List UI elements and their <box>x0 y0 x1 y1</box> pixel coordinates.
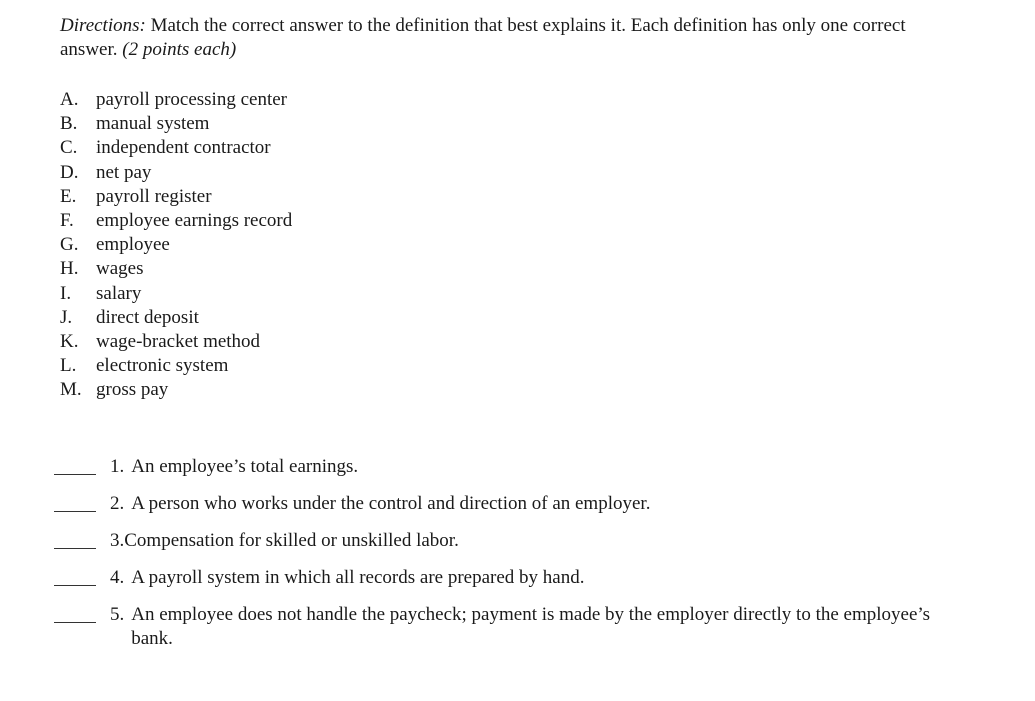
choice-letter: B. <box>60 113 78 135</box>
answer-blank-3[interactable] <box>54 548 96 549</box>
choice-letter: A. <box>60 89 79 110</box>
choice-l <box>60 354 292 378</box>
choice-b <box>60 112 292 136</box>
answer-choices-list <box>60 88 292 402</box>
choice-h <box>60 257 292 281</box>
choice-text: net pay <box>96 161 152 183</box>
definition-text: An employee does not handle the paycheck; payment is made by the employer directly to the employee’s bank. <box>131 604 931 649</box>
definition-number: 5. <box>110 604 125 625</box>
definition-5 <box>50 603 950 651</box>
choice-letter: L. <box>60 355 77 377</box>
choice-letter: H. <box>60 258 79 280</box>
choice-text: wages <box>96 258 144 280</box>
choice-text: gross pay <box>96 379 169 401</box>
choice-text: direct deposit <box>96 306 199 328</box>
answer-blank-5[interactable] <box>54 622 96 623</box>
directions-text: Match the correct answer to the definition that best explains it. Each definition has only one correct answer. <box>60 15 906 60</box>
definition-text: A payroll system in which all records are prepared by hand. <box>131 567 585 588</box>
choice-text: employee earnings record <box>96 209 293 231</box>
definition-number: 4. <box>110 567 125 588</box>
choice-letter: M. <box>60 379 82 401</box>
definition-2 <box>50 492 950 516</box>
definition-number: 3. <box>110 530 125 551</box>
choice-letter: I. <box>60 282 72 304</box>
directions <box>60 14 960 62</box>
choice-m <box>60 378 292 402</box>
directions-lead: Directions: <box>60 15 146 36</box>
choice-f <box>60 209 292 233</box>
choice-text: payroll register <box>96 185 212 207</box>
choice-letter: J. <box>60 306 73 328</box>
definition-text: Compensation for skilled or unskilled labor. <box>124 530 459 551</box>
choice-text: independent contractor <box>96 137 271 159</box>
choice-text: payroll processing center <box>96 89 287 110</box>
choice-text: manual system <box>96 113 210 135</box>
answer-blank-1[interactable] <box>54 474 96 475</box>
directions-points: (2 points each) <box>122 39 237 60</box>
definitions-list <box>50 455 950 651</box>
choice-d <box>60 161 292 185</box>
definition-number: 2. <box>110 493 125 514</box>
answer-blank-2[interactable] <box>54 511 96 512</box>
choice-text: electronic system <box>96 355 229 377</box>
choice-text: employee <box>96 234 170 256</box>
choice-letter: K. <box>60 330 79 352</box>
choice-e <box>60 185 292 209</box>
choice-k <box>60 330 292 354</box>
choice-a <box>60 88 292 112</box>
choice-letter: E. <box>60 185 77 207</box>
answer-blank-4[interactable] <box>54 585 96 586</box>
definition-text: An employee’s total earnings. <box>131 456 359 477</box>
definition-text: A person who works under the control and direction of an employer. <box>131 493 651 514</box>
choice-letter: F. <box>60 209 74 231</box>
choice-letter: C. <box>60 137 78 159</box>
definition-number: 1. <box>110 456 125 477</box>
choice-g <box>60 233 292 257</box>
choice-text: wage-bracket method <box>96 330 261 352</box>
definition-3 <box>50 529 950 553</box>
choice-i <box>60 282 292 306</box>
choice-letter: G. <box>60 234 79 256</box>
choice-text: salary <box>96 282 142 304</box>
choice-letter: D. <box>60 161 79 183</box>
choice-c <box>60 136 292 160</box>
choice-j <box>60 306 292 330</box>
definition-4 <box>50 566 950 590</box>
definition-1 <box>50 455 950 479</box>
